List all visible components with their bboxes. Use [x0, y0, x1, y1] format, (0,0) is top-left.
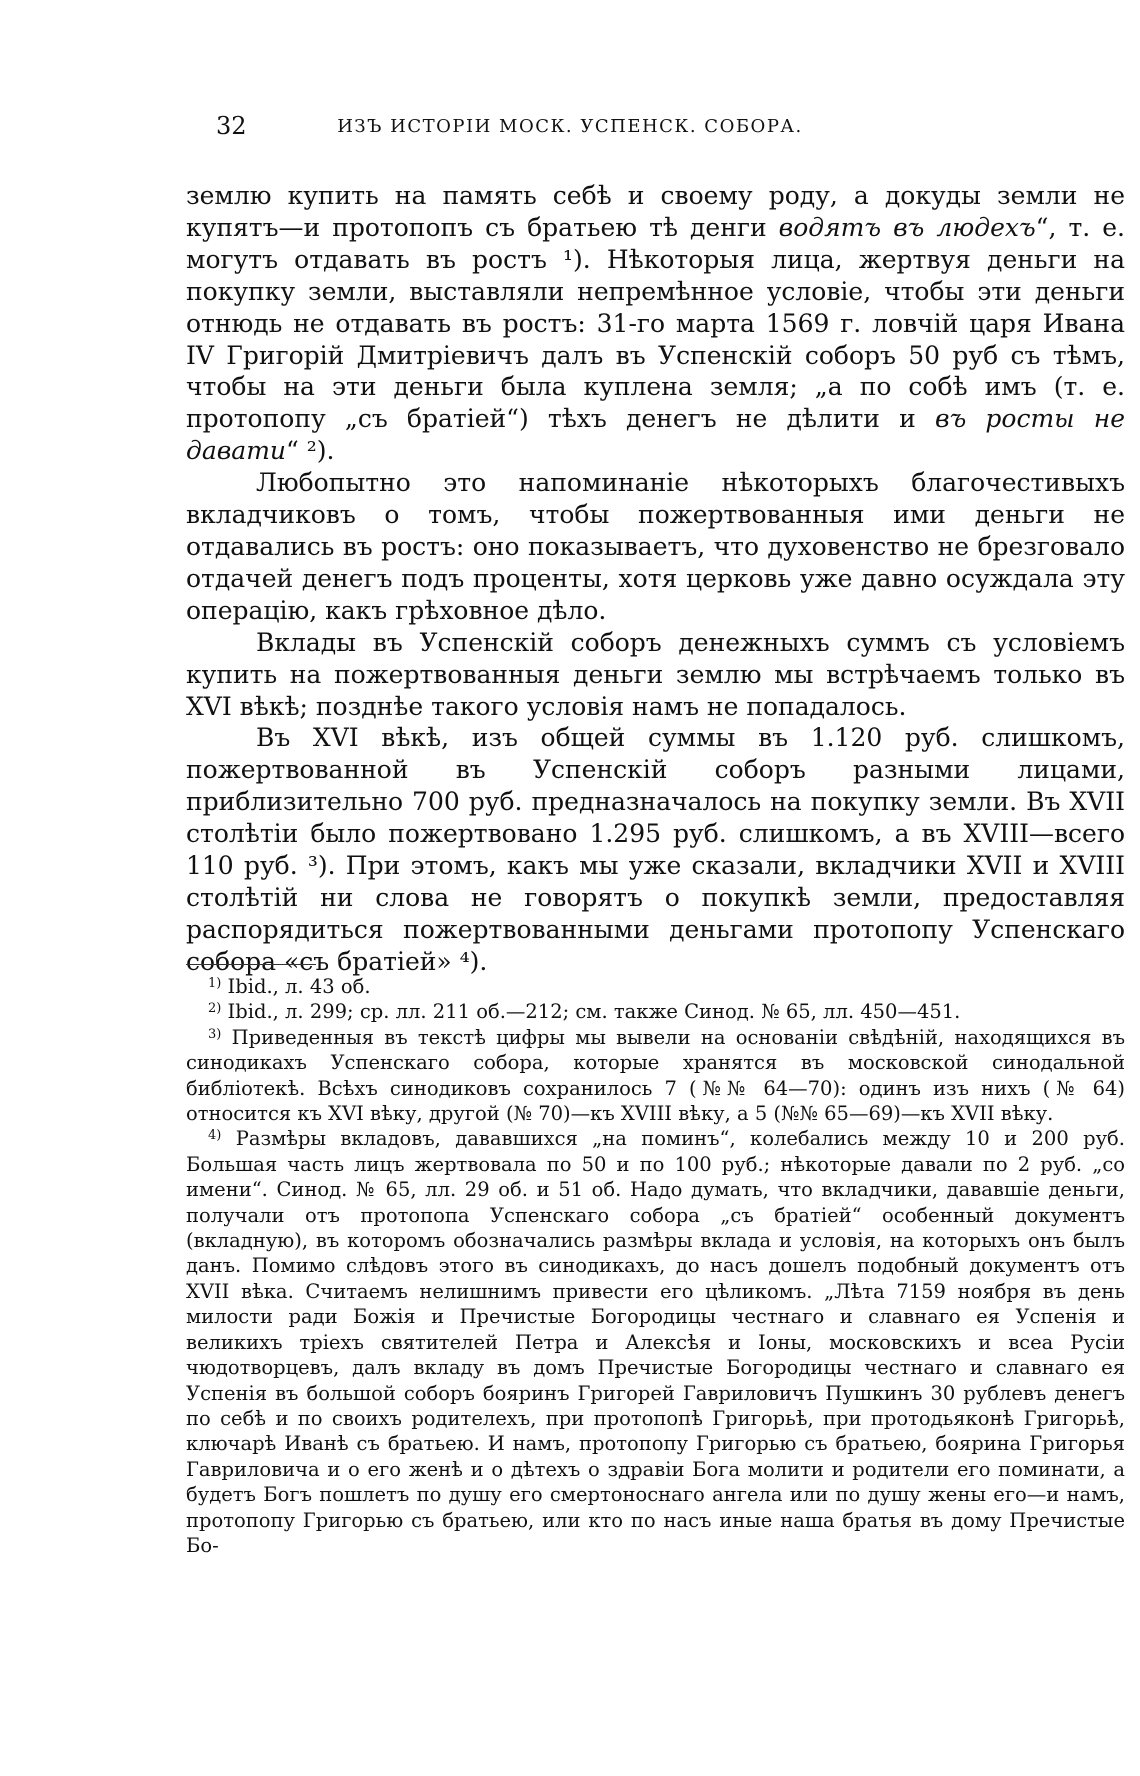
quotation-italic-1: водятъ въ людехъ [778, 212, 1036, 242]
footnote-text: Приведенныя въ текстѣ цифры мы вывели на основаніи свѣдѣній, находящихся въ синодикахъ Успенскаго собора, которые хранятся въ московской синодальной библіотекѣ. Всѣхъ синодиковъ сохранилось 7 (№№ 64—70): одинъ изъ нихъ (№ 64) относится къ XVI вѣку, другой (№ 70)—къ XVIII вѣку, а 5 (№№ 65—69)—къ XVII вѣку. [186, 1025, 1125, 1126]
footnote-3 [186, 1025, 1125, 1127]
footnote-mark: 4) [208, 1128, 222, 1144]
paragraph-2: Любопытно это напоминаніе нѣкоторыхъ благочестивыхъ вкладчиковъ о томъ, чтобы пожертвованныя ими деньги не отдавались въ ростъ: оно показываетъ, что духовенство не брезговало отдачей денегъ подъ проценты, хотя церковь уже давно осуждала эту операцію, какъ грѣховное дѣло. [186, 468, 1125, 625]
footnote-text: Ibid., л. 43 об. [227, 975, 371, 998]
paragraph-1 [186, 180, 1125, 467]
footnote-mark: 1) [208, 976, 222, 991]
footnote-mark: 2) [208, 1001, 222, 1017]
paragraph-4: Въ XVI вѣкѣ, изъ общей суммы въ 1.120 руб. слишкомъ, пожертвованной въ Успенскій соборъ разными лицами, приблизительно 700 руб. предназначалось на покупку земли. Въ XVII столѣтіи было пожертвовано 1.295 руб. слишкомъ, а въ XVIII—всего 110 руб. ³). При этомъ, какъ мы уже сказали, вкладчики XVII и XVIII столѣтій ни слова не говорятъ о покупкѣ земли, предоставляя распорядиться пожертвованными деньгами протопопу Успенскаго собора «съ братіей» ⁴). [186, 723, 1125, 976]
paragraph-1-part-c: “ ²). [286, 436, 335, 466]
main-text [186, 180, 1125, 978]
footnote-text: Размѣры вкладовъ, дававшихся „на поминъ“, колебались между 10 и 200 руб. Большая часть лицъ жертвовала по 50 и по 100 руб.; нѣкоторые давали по 2 руб. „со имени“. Синод. № 65, лл. 29 об. и 51 об. Надо думать, что вкладчики, дававшіе деньги, получали отъ протопопа Успенскаго собора „съ братіей“ особенный документъ (вкладную), въ которомъ обозначались размѣры вклада и условія, на которыхъ онъ былъ данъ. Помимо слѣдовъ этого въ синодикахъ, до насъ дошелъ подобный документъ отъ XVII вѣка. Считаемъ нелишнимъ привести его цѣликомъ. „Лѣта 7159 ноября въ день милости ради Божія и Пречистые Богородицы честнаго и славнаго ея Успенія и великихъ тріехъ святителей Петра и Алексѣя и Іоны, московскихъ и всеа Русіи чюдотворцевъ, далъ вкладу въ домъ Пречистые Богородицы честнаго и славнаго ея Успенія въ большой соборъ бояринъ Григорей Гавриловичъ Пушкинъ 30 рублевъ денегъ по себѣ и по своихъ родителехъ, при протопопѣ Григорьѣ, при протодьяконѣ Григорьѣ, ключарѣ Иванѣ съ братьею. И намъ, протопопу Григорью съ братьею, боярина Григорья Гавриловича и о его женѣ и о дѣтехъ о здравіи Бога молити и родители его поминати, а будетъ Богъ пошлетъ по душу его смертоноснаго ангела или по душу жены его—и намъ, протопопу Григорью съ братьею, или кто по насъ иные наша братья въ дому Пречистые Бо- [186, 1127, 1125, 1557]
paragraph-1-part-a: землю купить на память себѣ и своему роду, а докуды земли не купятъ—и протопопъ съ братьею тѣ денги [186, 181, 1125, 242]
footnote-2 [186, 999, 1125, 1024]
footnote-4 [186, 1126, 1125, 1558]
running-title: ИЗЪ ИСТОРІИ МОСК. УСПЕНСК. СОБОРА. [337, 116, 803, 137]
footnote-mark: 3) [208, 1026, 222, 1042]
quotation-italic-2: въ росты не давати [186, 404, 1125, 466]
footnote-text: Ibid., л. 299; ср. лл. 211 об.—212; см. также Синод. № 65, лл. 450—451. [227, 1000, 961, 1024]
paragraph-1-part-b: “, т. е. могутъ отдавать въ ростъ ¹). Нѣкоторыя лица, жертвуя деньги на покупку земли, выставляли непремѣнное условіе, чтобы эти деньги отнюдь не отдавать въ ростъ: 31-го марта 1569 г. ловчій царя Ивана IV Григорій Дмитріевичъ далъ въ Успенскій соборъ 50 руб съ тѣмъ, чтобы на эти деньги была куплена земля; „а по собѣ имъ (т. е. протопопу „съ братіей“) тѣхъ денегъ не дѣлити и [186, 212, 1125, 434]
footnotes [186, 974, 1125, 1558]
footnote-divider [186, 964, 316, 965]
page-header [186, 112, 954, 142]
page-number: 32 [216, 112, 247, 140]
footnote-1 [186, 974, 1125, 999]
paragraph-3: Вклады въ Успенскій соборъ денежныхъ суммъ съ условіемъ купить на пожертвованныя деньги землю мы встрѣчаемъ только въ XVI вѣкѣ; позднѣе такого условія намъ не попадалось. [186, 627, 1125, 721]
